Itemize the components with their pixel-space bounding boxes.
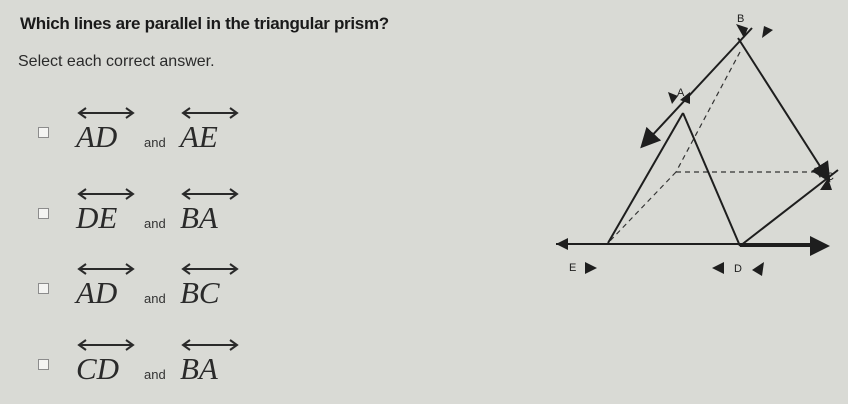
line-name: BA [180,200,218,235]
conjunction: and [144,216,166,231]
vertex-label-c: C [826,171,834,183]
line-name: AE [180,119,218,154]
answer-checkbox-4[interactable] [38,359,49,370]
line-ba [647,28,752,141]
line-name: AD [76,119,118,154]
vertex-label-a: A [677,87,685,99]
line-symbol [178,186,248,242]
arrow-up-icon [762,26,773,38]
arrow-right-icon [752,262,764,276]
arrowheads [556,24,832,276]
question-text: Which lines are parallel in the triangular prism? [20,14,389,33]
hidden-edges [608,52,818,243]
conjunction: and [144,291,166,306]
line-symbol [178,105,248,161]
line-name: DE [76,200,118,235]
line-symbol [74,105,144,161]
answer-option-3[interactable] [38,261,298,321]
line-symbol [178,261,248,317]
vertex-label-d: D [734,263,742,275]
conjunction: and [144,135,166,150]
answer-checkbox-3[interactable] [38,283,49,294]
conjunction: and [144,367,166,382]
line-ad [683,113,740,246]
vertex-label-e: E [569,262,577,274]
line-dc [740,170,838,246]
vertex-label-b: B [737,13,745,25]
line-ea [608,113,683,243]
instruction-text: Select each correct answer. [18,53,215,70]
solid-edges [556,28,838,246]
arrow-left-icon [712,262,724,274]
arrow-left-icon [556,238,568,250]
answer-checkbox-2[interactable] [38,208,49,219]
prism-diagram [540,0,848,404]
answer-checkbox-1[interactable] [38,127,49,138]
line-name: BC [180,275,220,310]
answer-option-4[interactable] [38,337,298,397]
answer-option-2[interactable] [38,186,298,246]
line-symbol [74,186,144,242]
line-name: AD [76,275,118,310]
arrow-up-icon [736,24,748,38]
line-bc [738,38,825,174]
arrow-right-icon [585,262,597,274]
line-name: BA [180,351,218,386]
line-symbol [74,337,144,393]
line-symbol [74,261,144,317]
answer-option-1[interactable] [38,105,298,165]
line-name: CD [76,351,120,386]
line-symbol [178,337,248,393]
